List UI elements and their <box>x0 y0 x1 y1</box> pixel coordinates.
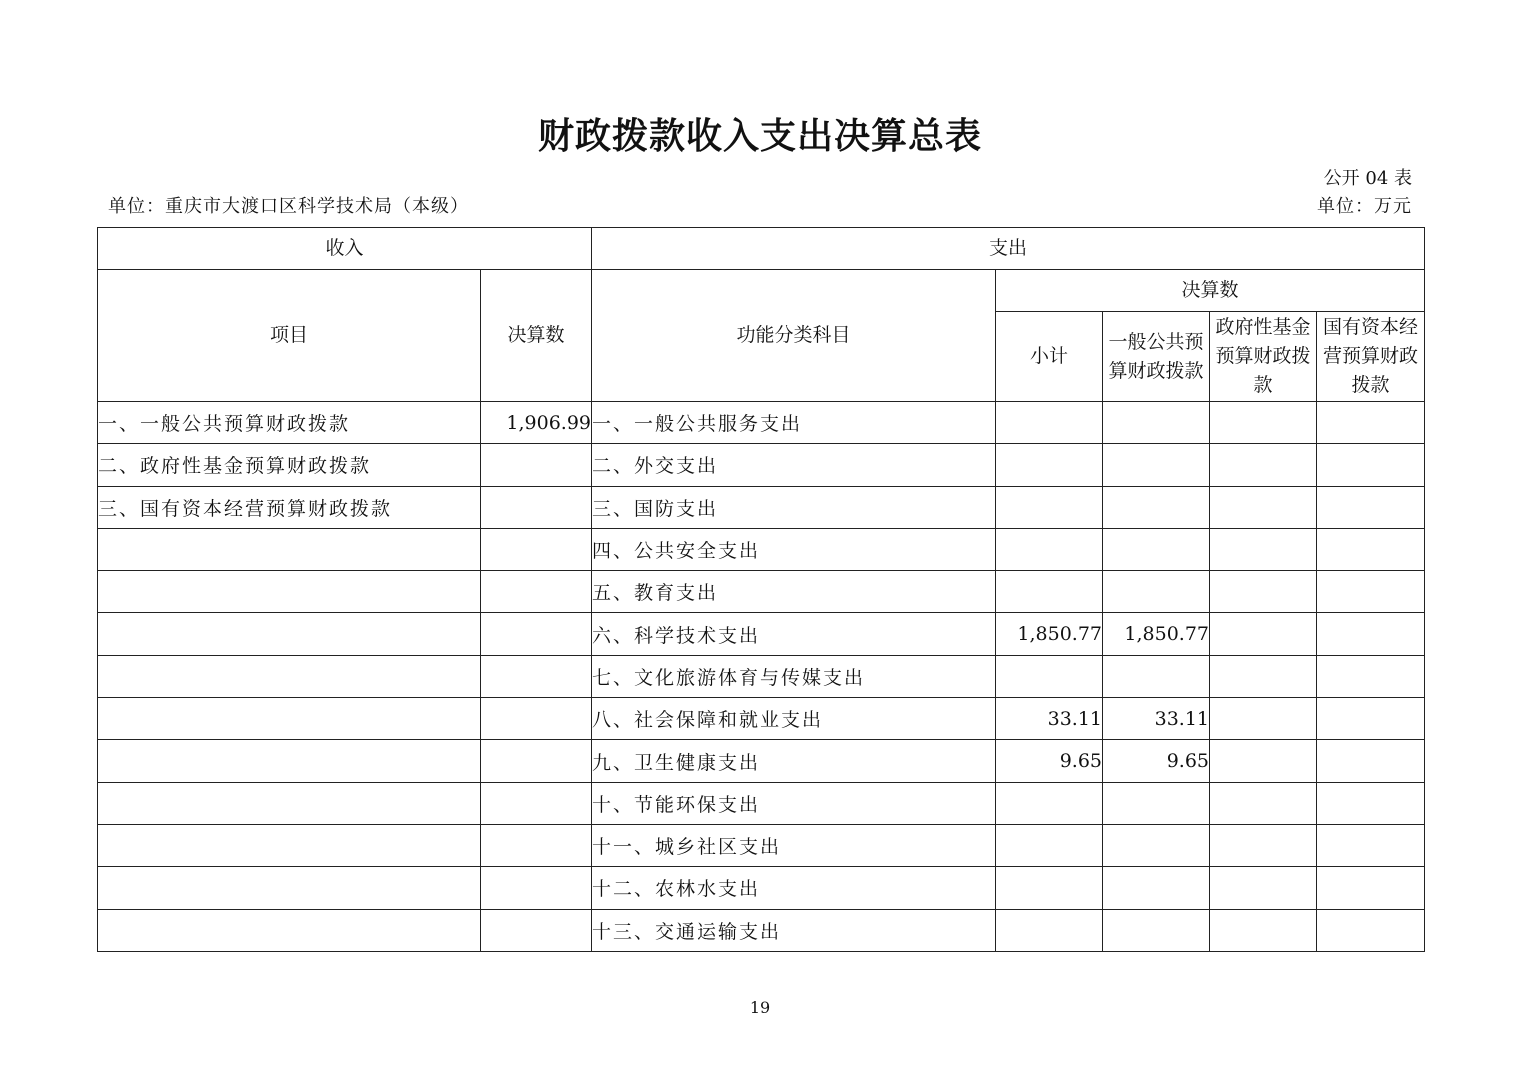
final-amount-group-header: 决算数 <box>996 270 1425 312</box>
general-budget-cell <box>1103 824 1210 866</box>
expenditure-item-cell: 十一、城乡社区支出 <box>592 824 996 866</box>
table-body <box>98 402 1425 952</box>
expenditure-item-cell: 六、科学技术支出 <box>592 613 996 655</box>
income-amount-cell <box>481 444 592 486</box>
subtotal-cell <box>996 909 1103 951</box>
income-item-cell: 一、一般公共预算财政拨款 <box>98 402 481 444</box>
income-item-cell <box>98 909 481 951</box>
income-amount-cell <box>481 867 592 909</box>
income-amount-cell <box>481 528 592 570</box>
expenditure-item-cell: 十、节能环保支出 <box>592 782 996 824</box>
table-row <box>98 909 1425 951</box>
currency-unit: 单位：万元 <box>1317 196 1412 217</box>
subtotal-cell <box>996 655 1103 697</box>
income-item-cell <box>98 867 481 909</box>
gov-fund-budget-cell <box>1210 867 1317 909</box>
gov-fund-budget-cell <box>1210 402 1317 444</box>
general-budget-cell: 33.11 <box>1103 698 1210 740</box>
table-row <box>98 740 1425 782</box>
general-budget-cell <box>1103 782 1210 824</box>
general-budget-cell <box>1103 867 1210 909</box>
expenditure-item-cell: 四、公共安全支出 <box>592 528 996 570</box>
subtotal-cell <box>996 782 1103 824</box>
income-amount-cell: 1,906.99 <box>481 402 592 444</box>
general-budget-cell: 1,850.77 <box>1103 613 1210 655</box>
income-item-cell <box>98 740 481 782</box>
income-amount-cell <box>481 909 592 951</box>
table-row <box>98 444 1425 486</box>
income-item-cell <box>98 782 481 824</box>
table-row <box>98 486 1425 528</box>
state-capital-budget-cell <box>1317 782 1425 824</box>
general-budget-header: 一般公共预算财政拨款 <box>1103 312 1210 402</box>
gov-fund-budget-cell <box>1210 613 1317 655</box>
state-capital-budget-cell <box>1317 867 1425 909</box>
expenditure-header: 支出 <box>592 228 1425 270</box>
gov-fund-budget-cell <box>1210 655 1317 697</box>
income-item-cell <box>98 824 481 866</box>
state-capital-budget-cell <box>1317 655 1425 697</box>
income-amount-cell <box>481 486 592 528</box>
page-number: 19 <box>749 998 771 1017</box>
income-amount-cell <box>481 740 592 782</box>
income-item-cell: 三、国有资本经营预算财政拨款 <box>98 486 481 528</box>
subtotal-cell: 33.11 <box>996 698 1103 740</box>
general-budget-cell <box>1103 486 1210 528</box>
expenditure-item-cell: 一、一般公共服务支出 <box>592 402 996 444</box>
state-capital-budget-cell <box>1317 528 1425 570</box>
table-row <box>98 655 1425 697</box>
gov-fund-budget-cell <box>1210 528 1317 570</box>
subtotal-cell <box>996 824 1103 866</box>
gov-fund-budget-cell <box>1210 909 1317 951</box>
income-item-cell: 二、政府性基金预算财政拨款 <box>98 444 481 486</box>
item-header: 项目 <box>98 270 481 402</box>
state-capital-budget-cell <box>1317 444 1425 486</box>
functional-category-header: 功能分类科目 <box>592 270 996 402</box>
income-final-amount-header: 决算数 <box>481 270 592 402</box>
general-budget-cell <box>1103 909 1210 951</box>
general-budget-cell <box>1103 655 1210 697</box>
income-amount-cell <box>481 571 592 613</box>
general-budget-cell: 9.65 <box>1103 740 1210 782</box>
table-row <box>98 571 1425 613</box>
income-amount-cell <box>481 698 592 740</box>
expenditure-item-cell: 三、国防支出 <box>592 486 996 528</box>
general-budget-cell <box>1103 528 1210 570</box>
state-capital-budget-cell <box>1317 486 1425 528</box>
subtotal-cell <box>996 571 1103 613</box>
subtotal-cell <box>996 402 1103 444</box>
income-item-cell <box>98 698 481 740</box>
gov-fund-budget-cell <box>1210 486 1317 528</box>
gov-fund-budget-cell <box>1210 740 1317 782</box>
income-item-cell <box>98 571 481 613</box>
expenditure-item-cell: 五、教育支出 <box>592 571 996 613</box>
subtotal-cell: 1,850.77 <box>996 613 1103 655</box>
table-row <box>98 613 1425 655</box>
expenditure-item-cell: 二、外交支出 <box>592 444 996 486</box>
state-capital-budget-cell <box>1317 740 1425 782</box>
expenditure-item-cell: 八、社会保障和就业支出 <box>592 698 996 740</box>
income-amount-cell <box>481 824 592 866</box>
reporting-unit: 单位：重庆市大渡口区科学技术局（本级） <box>108 196 469 217</box>
document-title: 财政拨款收入支出决算总表 <box>537 116 982 157</box>
general-budget-cell <box>1103 571 1210 613</box>
state-capital-budget-cell <box>1317 402 1425 444</box>
state-capital-budget-cell <box>1317 571 1425 613</box>
expenditure-item-cell: 七、文化旅游体育与传媒支出 <box>592 655 996 697</box>
income-item-cell <box>98 528 481 570</box>
income-item-cell <box>98 613 481 655</box>
gov-fund-budget-cell <box>1210 698 1317 740</box>
subtotal-cell <box>996 867 1103 909</box>
expenditure-item-cell: 九、卫生健康支出 <box>592 740 996 782</box>
gov-fund-budget-cell <box>1210 444 1317 486</box>
fiscal-appropriation-table <box>97 227 1425 952</box>
general-budget-cell <box>1103 402 1210 444</box>
subtotal-header: 小计 <box>996 312 1103 402</box>
table-row <box>98 867 1425 909</box>
table-row <box>98 782 1425 824</box>
income-amount-cell <box>481 782 592 824</box>
income-amount-cell <box>481 655 592 697</box>
state-capital-budget-header: 国有资本经营预算财政拨款 <box>1317 312 1425 402</box>
gov-fund-budget-cell <box>1210 782 1317 824</box>
state-capital-budget-cell <box>1317 909 1425 951</box>
table-row <box>98 528 1425 570</box>
expenditure-item-cell: 十三、交通运输支出 <box>592 909 996 951</box>
form-code: 公开 04 表 <box>1323 168 1412 189</box>
subtotal-cell: 9.65 <box>996 740 1103 782</box>
table-row <box>98 698 1425 740</box>
subtotal-cell <box>996 528 1103 570</box>
income-amount-cell <box>481 613 592 655</box>
state-capital-budget-cell <box>1317 824 1425 866</box>
gov-fund-budget-header: 政府性基金预算财政拨款 <box>1210 312 1317 402</box>
state-capital-budget-cell <box>1317 613 1425 655</box>
income-item-cell <box>98 655 481 697</box>
expenditure-item-cell: 十二、农林水支出 <box>592 867 996 909</box>
income-header: 收入 <box>98 228 592 270</box>
gov-fund-budget-cell <box>1210 571 1317 613</box>
state-capital-budget-cell <box>1317 698 1425 740</box>
subtotal-cell <box>996 486 1103 528</box>
gov-fund-budget-cell <box>1210 824 1317 866</box>
general-budget-cell <box>1103 444 1210 486</box>
subtotal-cell <box>996 444 1103 486</box>
table-row <box>98 824 1425 866</box>
table-row <box>98 402 1425 444</box>
